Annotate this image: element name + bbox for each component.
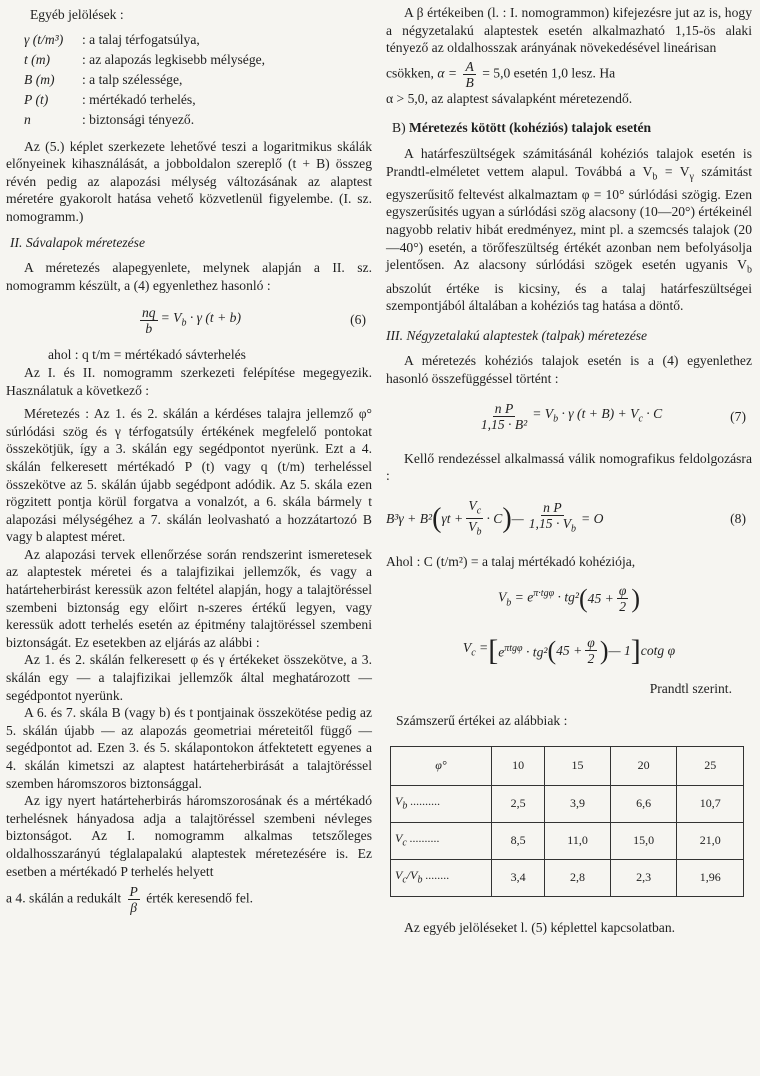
notation-symbol: n xyxy=(24,111,31,127)
paragraph: Méretezés : Az 1. és 2. skálán a kérdéses talajra jellemző φ° súrlódási szög és γ térfogatsúly értékének megfelelő pontokat összekötjük, így a 3. skálán egy segédpontot nyerünk. Ezt a 4. skálán felkeresett mértékadó P (t) vagy q (t/m) terheléssel összekötve az 5. skálán újabb segédpont adódik. Az 5. skála ezen rögzitett pontja körül forgatva a vonalzót, a 6. skála bármely t alapozási mélységéhez a 7. skálán leolvasható a hozzátartozó B vagy b alaptest méret. xyxy=(6,406,372,545)
paragraph: Az I. és II. nomogramm szerkezeti felépítése megegyezik. Használatuk a következő : xyxy=(6,364,372,398)
table-header-cell: φ° xyxy=(391,746,492,785)
table-cell: 2,8 xyxy=(545,859,611,896)
notation-row xyxy=(6,110,372,130)
equation-vc: $V_c$ = [ $e^{\pi tg\varphi} \cdot tg^2$ ( 45 + $\frac{\varphi}{2}$ ) — 1 ] cotg φ xyxy=(462,633,676,667)
paragraph: A méretezés kohéziós talajok esetén is a (4) egyenlethez hasonló összefüggéssel történt : xyxy=(386,353,752,386)
notation-row xyxy=(6,30,372,50)
notation-desc: : biztonsági tényező. xyxy=(82,111,195,127)
fraction-numerator: A xyxy=(465,58,474,74)
text: a 4. skálán a redukált xyxy=(6,890,122,906)
eq6-fraction xyxy=(140,305,158,336)
left-column xyxy=(6,0,372,915)
notation-symbol: t (m) xyxy=(24,51,51,67)
prandtl-note: Prandtl szerint. xyxy=(649,681,732,697)
table-title: Számszerű értékei az alábbiak : xyxy=(396,712,568,728)
table-cell: 10,7 xyxy=(677,785,744,822)
equation-6 xyxy=(6,300,372,340)
paragraph: A határfeszültségek számitásánál kohéziós talajok esetén is Prandtl-elméletet vettem alapul. Továbbá a $V_b = V_\gamma$ számitást egyszerűsitő feltevést alkalmaztam φ = 10° súrlódási szögig. Ezen egyszerűsités ugyan a súrlódási szög alacsony (10—20°) értékeinél nagyobb relativ hibát eredményez, mint pl. a szemcsés talajok (20—40°) esetén, a törőfeszültség értékét azonban nem befolyásolja jelentősen. Az alacsony súrlódási szögek esetén ugyanis $V_b$ abszolút értéke is kicsiny, és a talaj határfeszültségei szempontjából általában a kohéziós tag hatása a döntő. xyxy=(386,145,752,314)
table-header-cell: 15 xyxy=(545,746,611,785)
text: csökken, xyxy=(386,65,434,81)
fraction-denominator: B xyxy=(465,74,474,90)
fraction-denominator: β xyxy=(130,900,138,916)
fraction-numerator: P xyxy=(129,884,138,900)
row-label: $V_b$ .......... xyxy=(391,785,492,822)
notation-row xyxy=(6,50,372,70)
paragraph: A β értékeiben (l. : I. nomogrammon) kifejezésre jut az is, hogy a négyzetalakú alaptestek esetén alkalmazható 1,15-ös alaki tényező az oldalhosszak arányának növekedésével lineárisan xyxy=(386,5,752,56)
paragraph-with-fraction xyxy=(6,884,372,915)
row-label: $V_c$ .......... xyxy=(391,822,492,859)
section-heading: III. Négyzetalakú alaptestek (talpak) méretezése xyxy=(386,327,648,343)
section-title: Méretezés kötött (kohéziós) talajok esetén xyxy=(409,120,652,136)
table-cell: 6,6 xyxy=(610,785,677,822)
table-cell: 3,4 xyxy=(492,859,545,896)
paragraph: Az 1. és 2. skálán felkeresett φ és γ értékeket összekötve, a 3. skálán egy — a talajfizikai jellemzők által meghatározott — segédpontot nyerünk. xyxy=(6,652,372,703)
notation-desc: : a talp szélessége, xyxy=(82,71,183,87)
alpha-symbol: α = xyxy=(437,65,458,81)
eq7-rhs: = $V_b \cdot \gamma$ $(t + B) + V_c \cdot C$ xyxy=(532,405,663,425)
eq7-denominator: 1,15 · B² xyxy=(480,417,528,433)
eq7-numerator: n P xyxy=(494,401,514,417)
equation-number: (6) xyxy=(350,312,366,328)
right-column xyxy=(386,0,752,936)
a-over-b-fraction xyxy=(463,59,475,90)
eq6-denominator: b xyxy=(145,320,153,336)
table-header-cell: 10 xyxy=(492,746,545,785)
notation-row xyxy=(6,90,372,110)
paragraph: Kellő rendezéssel alkalmassá válik nomografikus feldolgozásra : xyxy=(386,450,752,484)
notation-desc: : mértékadó terhelés, xyxy=(82,91,196,107)
table-row xyxy=(391,785,744,822)
table-cell: 3,9 xyxy=(545,785,611,822)
table-cell: 21,0 xyxy=(677,822,744,859)
footer-note: Az egyéb jelöléseket l. (5) képlettel kapcsolatban. xyxy=(404,919,676,935)
equation-8: B³γ + B² ( γt + $\frac{V_c}{V_b}$ · C ) — $\frac{\text{n P}}{1,15 \cdot V_b}$ = O (8) xyxy=(386,497,746,538)
table-header-cell: 20 xyxy=(610,746,677,785)
equation-vb: $V_b = e^{\pi\cdot tg\varphi} \cdot tg^2$ ( 45 + $\frac{\varphi}{2}$ ) xyxy=(497,582,641,614)
table-cell: 11,0 xyxy=(545,822,611,859)
table-cell: 2,5 xyxy=(492,785,545,822)
text: érték keresendő fel. xyxy=(146,890,254,906)
definition: ahol : q t/m = mértékadó sávterhelés xyxy=(48,347,246,363)
notation-title: Egyéb jelölések : xyxy=(30,7,124,22)
p-over-beta-fraction xyxy=(128,884,140,915)
eq6-numerator: nq xyxy=(141,304,156,320)
paragraph: A méretezés alapegyenlete, melynek alapján a II. sz. nomogramm készült, a (4) egyenlethez hasonló : xyxy=(6,260,372,293)
paragraph: Az alapozási tervek ellenőrzése során rendszerint ismeretesek az alaptestek méretei és a talajfizikai jellemzők, és vagy a határteherbirást keressük azon feltétel alapján, hogy a talajtöréssel szembeni biztonság egy előirt n-szeres értékű legyen, vagy keressük adott terhelés esetén az épitmény talajtöréssel szembeni biztonságát. Ez esetekben az eljárás az alábbi : xyxy=(6,546,372,650)
notation-row xyxy=(6,70,372,90)
row-label: $V_c/V_b$ ........ xyxy=(391,859,492,896)
notation-list xyxy=(6,30,372,130)
table-cell: 2,3 xyxy=(610,859,677,896)
table-header-cell: 25 xyxy=(677,746,744,785)
notation-symbol: B (m) xyxy=(24,71,55,87)
section-heading: II. Sávalapok méretezése xyxy=(10,234,146,250)
paragraph: Az (5.) képlet szerkezete lehetővé teszi a logaritmikus skálák előnyeinek kihasználását, a jobboldalon szereplő (t + B) összeg révén pedig az alapozási mélység változásának az alaptest méretére gyakorolt hatása vehető közvetlenül figyelembe. (I. sz. nomogramm.) xyxy=(6,138,372,224)
section-heading xyxy=(386,119,752,137)
equation-number: (7) xyxy=(730,408,746,424)
section-letter: B) xyxy=(392,120,406,136)
text: = 5,0 esetén 1,0 lesz. Ha xyxy=(482,65,616,81)
paragraph: Az igy nyert határteherbirás háromszorosának és a mértékadó terhelésnek hányadosa adja a talajtöréssel szembeni névleges biztonságot. Az I. nomogramm alkalmas tetszőleges oldalhosszarányú téglalapalakú alaptestek méretezésére is. Ez esetben a mértékadó P terhelés helyett xyxy=(6,793,372,879)
paragraph: α > 5,0, az alaptest sávalapként méretezendő. xyxy=(386,90,633,106)
notation-symbol: γ (t/m³) xyxy=(24,31,64,47)
table-row xyxy=(391,822,744,859)
equation-number: (8) xyxy=(730,510,746,526)
table-row xyxy=(391,859,744,896)
table-cell: 8,5 xyxy=(492,822,545,859)
notation-desc: : a talaj térfogatsúlya, xyxy=(82,31,200,47)
paragraph: A 6. és 7. skála B (vagy b) és t pontjainak összekötése pedig az 5. skálán újabb — az alapozás geometriai méreteitől függő — segédpontot ad. Ezen 3. és 5. skálapontokon átfektetett egyenes a 4. skálán kimetszi az alaptest határteherbirását a talajtöréssel szemben háromszoros biztonsággal. xyxy=(6,705,372,791)
definition: Ahol : C (t/m²) = a talaj mértékadó kohéziója, xyxy=(386,553,636,569)
eq7-fraction xyxy=(479,401,529,432)
values-table xyxy=(390,746,744,897)
table-cell: 15,0 xyxy=(610,822,677,859)
notation-symbol: P (t) xyxy=(24,91,49,107)
notation-desc: : az alapozás legkisebb mélysége, xyxy=(82,51,266,67)
equation-7 xyxy=(386,394,752,440)
eq6-rhs: = $V_b \cdot \gamma$ (t + b) xyxy=(160,309,242,329)
table-cell: 1,96 xyxy=(677,859,744,896)
paragraph-with-fraction xyxy=(386,59,752,90)
table-header-row xyxy=(391,746,744,785)
